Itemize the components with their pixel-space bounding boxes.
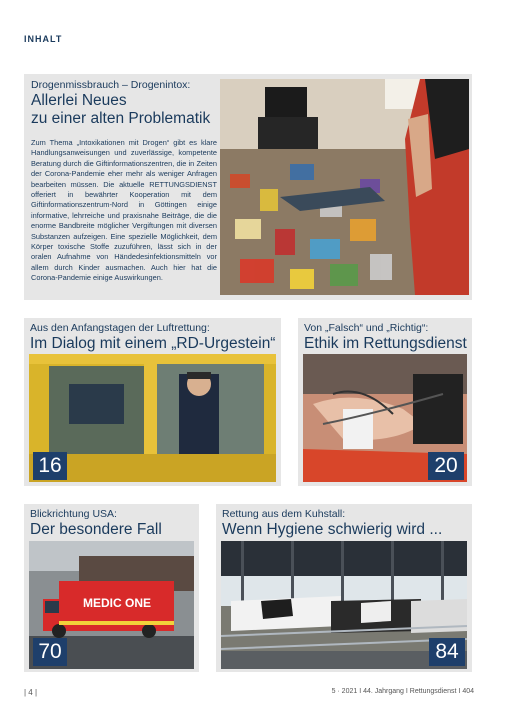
article-title: Wenn Hygiene schwierig wird ... bbox=[222, 521, 443, 538]
article-card-ethik[interactable] bbox=[298, 318, 472, 486]
article-title: Ethik im Rettungsdienst bbox=[304, 335, 467, 352]
page-number: 84 bbox=[429, 638, 465, 666]
article-kicker: Rettung aus dem Kuhstall: bbox=[222, 508, 346, 520]
ambulance-label: MEDIC ONE bbox=[82, 596, 152, 610]
page-number: 16 bbox=[33, 452, 67, 480]
article-kicker: Drogenmissbrauch – Drogenintox: bbox=[31, 79, 191, 91]
section-label: INHALT bbox=[24, 34, 63, 44]
article-title: Allerlei Neues bbox=[31, 92, 127, 109]
article-title: Der besondere Fall bbox=[30, 521, 162, 538]
article-kicker: Von „Falsch“ und „Richtig“: bbox=[304, 322, 429, 334]
page-number: 20 bbox=[428, 452, 464, 480]
article-kicker: Blickrichtung USA: bbox=[30, 508, 117, 520]
footer-issue-info: 5 · 2021 I 44. Jahrgang I Rettungsdienst I 404 bbox=[331, 688, 474, 695]
article-card-kuhstall[interactable] bbox=[216, 504, 472, 672]
article-card-usa[interactable] bbox=[24, 504, 199, 672]
article-title: zu einer alten Problematik bbox=[31, 110, 211, 127]
article-kicker: Aus den Anfangstagen der Luftrettung: bbox=[30, 322, 210, 334]
drug-room-photo bbox=[220, 79, 469, 295]
article-card-drogen[interactable] bbox=[24, 74, 472, 300]
article-title: Im Dialog mit einem „RD-Urgestein“ bbox=[30, 335, 276, 352]
article-card-luftrettung[interactable] bbox=[24, 318, 281, 486]
article-teaser: Zum Thema „Intoxikationen mit Drogen“ gibt es klare Handlungsanweisungen und zuverlässige, kompetente Beratung durch die Giftinformationszentren, die in Zeiten der Corona-Pandemie eher mehr als weniger Anfragen bearbeiten müssen. Die aktuelle RETTUNGSDIENST offeriert in bewährter Kooperation mit dem Giftinformationszentrum-Nord in Göttingen einige informative, lehrreiche und praxisnahe Beiträge, die die enorme Bandbreite möglicher Vergiftungen mit diversen Substanzen aufzeigen. Eine spezielle Möglichkeit, dem Körper toxische Stoffe zuzuführen, lässt sich in der oralen Aufnahme von Händedesinfektionsmitteln vor allem durch Kinder ausmachen. Auch hier hat die Corona-Pandemie einige Auswirkungen. bbox=[31, 138, 217, 283]
footer-page-number: | 4 | bbox=[24, 688, 38, 697]
page-number: 70 bbox=[33, 638, 67, 666]
